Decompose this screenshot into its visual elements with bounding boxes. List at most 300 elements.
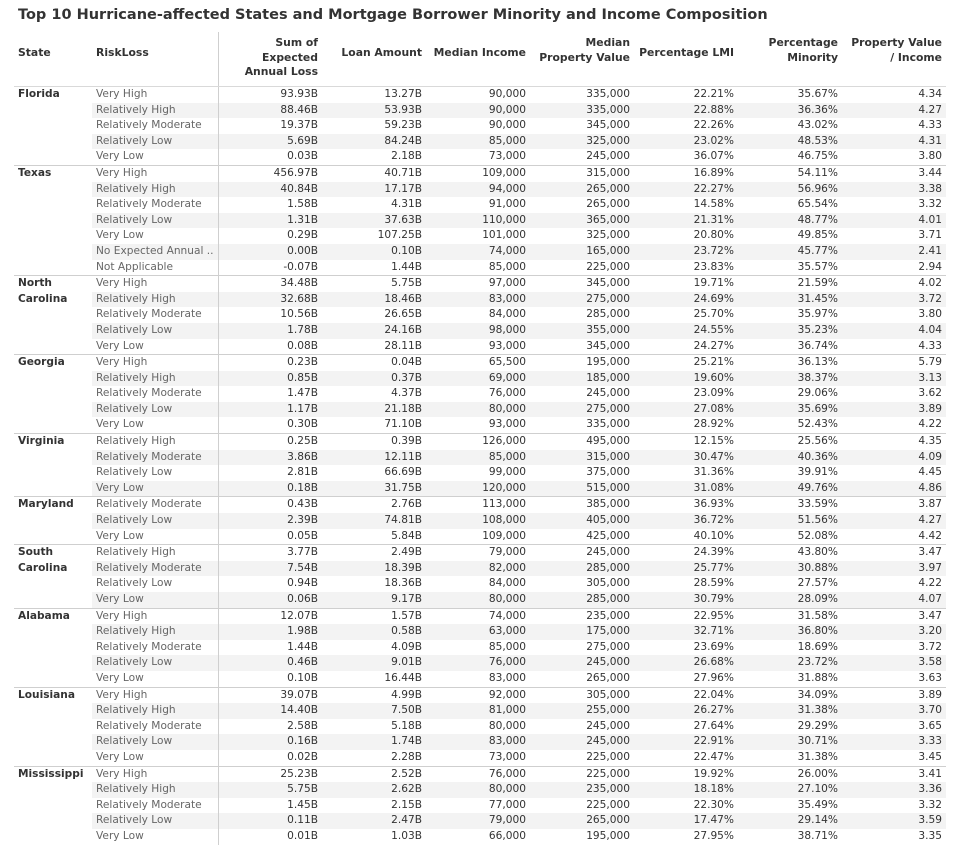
state-cell[interactable]: South Carolina — [14, 545, 92, 608]
risk-level-cell[interactable]: Relatively High — [92, 103, 218, 119]
risk-level-cell[interactable]: No Expected Annual .. — [92, 244, 218, 260]
property-value-income-cell[interactable]: 3.71 — [918, 229, 942, 242]
percentage-minority-cell[interactable]: 45.77% — [738, 244, 842, 260]
risk-level-cell[interactable]: Very High — [92, 276, 218, 292]
risk-level-cell[interactable]: Very High — [92, 165, 218, 181]
percentage-lmi-cell[interactable]: 27.08% — [634, 402, 738, 418]
expected-annual-loss-cell[interactable]: 0.10B — [287, 671, 318, 684]
risk-level-cell[interactable]: Very Low — [92, 529, 218, 545]
column-header-expected-annual-loss[interactable]: Sum of Expected Annual Loss — [218, 32, 322, 87]
expected-annual-loss-cell[interactable]: 14.40B — [218, 703, 322, 719]
property-value-income-cell[interactable]: 2.94 — [918, 260, 942, 273]
percentage-minority-cell[interactable]: 29.06% — [797, 387, 838, 400]
percentage-minority-cell[interactable]: 43.80% — [738, 545, 842, 561]
expected-annual-loss-cell[interactable]: 0.05B — [287, 529, 318, 542]
median-property-value-cell[interactable]: 225,000 — [586, 798, 630, 811]
median-income-cell[interactable]: 82,000 — [426, 561, 530, 577]
percentage-lmi-cell[interactable]: 23.09% — [693, 387, 734, 400]
percentage-minority-cell[interactable]: 26.00% — [738, 766, 842, 782]
risk-level-cell[interactable]: Relatively Moderate — [92, 307, 218, 323]
percentage-minority-cell[interactable]: 39.91% — [797, 466, 838, 479]
expected-annual-loss-cell[interactable]: 1.17B — [218, 402, 322, 418]
percentage-minority-cell[interactable]: 40.36% — [738, 450, 842, 466]
percentage-lmi-cell[interactable]: 23.83% — [693, 260, 734, 273]
column-header-loan-amount[interactable]: Loan Amount — [322, 32, 426, 87]
expected-annual-loss-cell[interactable]: 7.54B — [218, 561, 322, 577]
loan-amount-cell[interactable]: 7.50B — [322, 703, 426, 719]
percentage-lmi-cell[interactable]: 24.27% — [693, 339, 734, 352]
percentage-minority-cell[interactable]: 35.67% — [738, 87, 842, 103]
median-property-value-cell[interactable]: 195,000 — [586, 829, 630, 842]
risk-level-cell[interactable]: Very Low — [92, 750, 218, 766]
percentage-minority-cell[interactable]: 30.88% — [738, 561, 842, 577]
median-income-cell[interactable]: 77,000 — [488, 798, 526, 811]
median-property-value-cell[interactable]: 185,000 — [530, 371, 634, 387]
risk-level-cell[interactable]: Relatively High — [92, 371, 218, 387]
percentage-lmi-cell[interactable]: 26.68% — [634, 655, 738, 671]
expected-annual-loss-cell[interactable]: 0.85B — [218, 371, 322, 387]
property-value-income-cell[interactable]: 4.02 — [842, 276, 946, 292]
percentage-minority-cell[interactable]: 31.58% — [738, 608, 842, 624]
risk-level-cell[interactable]: Relatively High — [92, 782, 218, 798]
percentage-lmi-cell[interactable]: 27.64% — [693, 719, 734, 732]
expected-annual-loss-cell[interactable]: 1.45B — [287, 798, 318, 811]
median-income-cell[interactable]: 66,000 — [488, 829, 526, 842]
property-value-income-cell[interactable]: 4.22 — [918, 577, 942, 590]
state-cell[interactable]: Texas — [14, 165, 92, 275]
percentage-minority-cell[interactable]: 33.59% — [738, 497, 842, 513]
expected-annual-loss-cell[interactable]: 93.93B — [218, 87, 322, 103]
loan-amount-cell[interactable]: 31.75B — [322, 481, 426, 497]
median-property-value-cell[interactable]: 315,000 — [530, 450, 634, 466]
property-value-income-cell[interactable]: 3.13 — [842, 371, 946, 387]
percentage-lmi-cell[interactable]: 31.36% — [693, 466, 734, 479]
expected-annual-loss-cell[interactable]: 2.39B — [218, 513, 322, 529]
percentage-lmi-cell[interactable]: 25.21% — [634, 355, 738, 371]
expected-annual-loss-cell[interactable]: 10.56B — [280, 308, 318, 321]
median-income-cell[interactable]: 90,000 — [488, 119, 526, 132]
median-property-value-cell[interactable]: 335,000 — [530, 103, 634, 119]
median-property-value-cell[interactable]: 245,000 — [586, 387, 630, 400]
expected-annual-loss-cell[interactable]: 5.75B — [218, 782, 322, 798]
expected-annual-loss-cell[interactable]: 0.06B — [218, 592, 322, 608]
loan-amount-cell[interactable]: 18.36B — [384, 577, 422, 590]
percentage-minority-cell[interactable]: 25.56% — [738, 434, 842, 450]
percentage-minority-cell[interactable]: 31.45% — [738, 292, 842, 308]
property-value-income-cell[interactable]: 4.33 — [918, 339, 942, 352]
median-income-cell[interactable]: 85,000 — [426, 450, 530, 466]
median-property-value-cell[interactable]: 225,000 — [586, 750, 630, 763]
risk-level-cell[interactable]: Relatively Moderate — [92, 197, 218, 213]
loan-amount-cell[interactable]: 17.17B — [322, 182, 426, 198]
risk-level-cell[interactable]: Relatively High — [92, 182, 218, 198]
property-value-income-cell[interactable]: 3.65 — [918, 719, 942, 732]
percentage-lmi-cell[interactable]: 25.77% — [634, 561, 738, 577]
risk-level-cell[interactable]: Very High — [92, 355, 218, 371]
property-value-income-cell[interactable]: 3.38 — [842, 182, 946, 198]
expected-annual-loss-cell[interactable]: 39.07B — [218, 687, 322, 703]
percentage-lmi-cell[interactable]: 22.47% — [693, 750, 734, 763]
risk-level-cell[interactable]: Very Low — [92, 481, 218, 497]
percentage-lmi-cell[interactable]: 24.55% — [634, 323, 738, 339]
property-value-income-cell[interactable]: 4.07 — [842, 592, 946, 608]
expected-annual-loss-cell[interactable]: 1.98B — [218, 624, 322, 640]
percentage-minority-cell[interactable]: 38.37% — [738, 371, 842, 387]
median-property-value-cell[interactable]: 335,000 — [530, 87, 634, 103]
median-property-value-cell[interactable]: 265,000 — [586, 198, 630, 211]
risk-level-cell[interactable]: Very High — [92, 87, 218, 103]
percentage-minority-cell[interactable]: 65.54% — [797, 198, 838, 211]
column-header-percentage-lmi[interactable]: Percentage LMI — [634, 32, 738, 87]
property-value-income-cell[interactable]: 3.44 — [842, 165, 946, 181]
property-value-income-cell[interactable]: 3.63 — [918, 671, 942, 684]
median-property-value-cell[interactable]: 515,000 — [530, 481, 634, 497]
median-property-value-cell[interactable]: 265,000 — [530, 182, 634, 198]
state-cell[interactable]: Georgia — [14, 355, 92, 434]
expected-annual-loss-cell[interactable]: 19.37B — [280, 119, 318, 132]
percentage-lmi-cell[interactable]: 22.26% — [693, 119, 734, 132]
median-income-cell[interactable]: 80,000 — [426, 782, 530, 798]
percentage-lmi-cell[interactable]: 24.39% — [634, 545, 738, 561]
loan-amount-cell[interactable]: 37.63B — [322, 213, 426, 229]
property-value-income-cell[interactable]: 3.32 — [918, 798, 942, 811]
percentage-minority-cell[interactable]: 36.36% — [738, 103, 842, 119]
median-property-value-cell[interactable]: 325,000 — [530, 134, 634, 150]
risk-level-cell[interactable]: Not Applicable — [92, 260, 218, 276]
risk-level-cell[interactable]: Relatively Moderate — [92, 640, 218, 656]
median-property-value-cell[interactable]: 325,000 — [586, 229, 630, 242]
property-value-income-cell[interactable]: 3.35 — [918, 829, 942, 842]
median-property-value-cell[interactable]: 345,000 — [586, 119, 630, 132]
risk-level-cell[interactable]: Relatively Low — [92, 576, 218, 592]
percentage-lmi-cell[interactable]: 22.21% — [634, 87, 738, 103]
median-property-value-cell[interactable]: 355,000 — [530, 323, 634, 339]
property-value-income-cell[interactable]: 3.72 — [842, 292, 946, 308]
property-value-income-cell[interactable]: 3.87 — [842, 497, 946, 513]
median-property-value-cell[interactable]: 405,000 — [530, 513, 634, 529]
loan-amount-cell[interactable]: 74.81B — [322, 513, 426, 529]
percentage-minority-cell[interactable]: 51.56% — [738, 513, 842, 529]
median-income-cell[interactable]: 74,000 — [426, 244, 530, 260]
percentage-lmi-cell[interactable]: 36.93% — [634, 497, 738, 513]
percentage-minority-cell[interactable]: 54.11% — [738, 165, 842, 181]
median-income-cell[interactable]: 80,000 — [426, 402, 530, 418]
expected-annual-loss-cell[interactable]: 0.16B — [218, 734, 322, 750]
property-value-income-cell[interactable]: 3.72 — [918, 640, 942, 653]
median-income-cell[interactable]: 85,000 — [488, 640, 526, 653]
loan-amount-cell[interactable]: 2.18B — [391, 150, 422, 163]
risk-level-cell[interactable]: Very Low — [92, 149, 218, 165]
expected-annual-loss-cell[interactable]: 0.25B — [218, 434, 322, 450]
loan-amount-cell[interactable]: 4.37B — [391, 387, 422, 400]
percentage-minority-cell[interactable]: 52.43% — [797, 418, 838, 431]
property-value-income-cell[interactable]: 4.33 — [918, 119, 942, 132]
median-income-cell[interactable]: 79,000 — [426, 813, 530, 829]
percentage-minority-cell[interactable]: 28.09% — [738, 592, 842, 608]
median-property-value-cell[interactable]: 195,000 — [530, 355, 634, 371]
risk-level-cell[interactable]: Very High — [92, 608, 218, 624]
median-property-value-cell[interactable]: 305,000 — [586, 577, 630, 590]
expected-annual-loss-cell[interactable]: 0.11B — [218, 813, 322, 829]
percentage-lmi-cell[interactable]: 28.92% — [693, 418, 734, 431]
loan-amount-cell[interactable]: 12.11B — [322, 450, 426, 466]
loan-amount-cell[interactable]: 1.74B — [322, 734, 426, 750]
percentage-minority-cell[interactable]: 27.57% — [797, 577, 838, 590]
percentage-lmi-cell[interactable]: 25.70% — [693, 308, 734, 321]
loan-amount-cell[interactable]: 2.47B — [322, 813, 426, 829]
percentage-lmi-cell[interactable]: 19.92% — [634, 766, 738, 782]
percentage-lmi-cell[interactable]: 22.95% — [634, 608, 738, 624]
property-value-income-cell[interactable]: 3.32 — [918, 198, 942, 211]
expected-annual-loss-cell[interactable]: 1.47B — [287, 387, 318, 400]
percentage-minority-cell[interactable]: 35.69% — [738, 402, 842, 418]
risk-level-cell[interactable]: Relatively Low — [92, 465, 218, 481]
expected-annual-loss-cell[interactable]: 25.23B — [218, 766, 322, 782]
property-value-income-cell[interactable]: 4.35 — [842, 434, 946, 450]
median-property-value-cell[interactable]: 245,000 — [530, 734, 634, 750]
expected-annual-loss-cell[interactable]: 12.07B — [218, 608, 322, 624]
property-value-income-cell[interactable]: 4.01 — [842, 213, 946, 229]
risk-level-cell[interactable]: Relatively Low — [92, 402, 218, 418]
property-value-income-cell[interactable]: 3.47 — [842, 608, 946, 624]
loan-amount-cell[interactable]: 24.16B — [322, 323, 426, 339]
percentage-minority-cell[interactable]: 30.71% — [738, 734, 842, 750]
median-property-value-cell[interactable]: 235,000 — [530, 782, 634, 798]
median-property-value-cell[interactable]: 285,000 — [530, 592, 634, 608]
percentage-lmi-cell[interactable]: 30.47% — [634, 450, 738, 466]
percentage-minority-cell[interactable]: 36.80% — [738, 624, 842, 640]
median-property-value-cell[interactable]: 285,000 — [586, 308, 630, 321]
expected-annual-loss-cell[interactable]: 1.58B — [287, 198, 318, 211]
expected-annual-loss-cell[interactable]: 0.94B — [287, 577, 318, 590]
risk-level-cell[interactable]: Relatively Moderate — [92, 118, 218, 134]
median-income-cell[interactable]: 90,000 — [426, 87, 530, 103]
expected-annual-loss-cell[interactable]: 0.00B — [218, 244, 322, 260]
percentage-minority-cell[interactable]: 23.72% — [738, 655, 842, 671]
loan-amount-cell[interactable]: 2.28B — [391, 750, 422, 763]
median-property-value-cell[interactable]: 245,000 — [586, 150, 630, 163]
percentage-lmi-cell[interactable]: 40.10% — [693, 529, 734, 542]
median-property-value-cell[interactable]: 495,000 — [530, 434, 634, 450]
median-income-cell[interactable]: 74,000 — [426, 608, 530, 624]
expected-annual-loss-cell[interactable]: 2.58B — [287, 719, 318, 732]
percentage-minority-cell[interactable]: 49.85% — [797, 229, 838, 242]
column-header-property-value-income[interactable]: Property Value / Income — [842, 32, 946, 87]
median-property-value-cell[interactable]: 375,000 — [586, 466, 630, 479]
loan-amount-cell[interactable]: 53.93B — [322, 103, 426, 119]
percentage-minority-cell[interactable]: 29.14% — [738, 813, 842, 829]
expected-annual-loss-cell[interactable]: 0.02B — [287, 750, 318, 763]
percentage-minority-cell[interactable]: 31.38% — [797, 750, 838, 763]
median-property-value-cell[interactable]: 345,000 — [530, 276, 634, 292]
property-value-income-cell[interactable]: 3.89 — [842, 402, 946, 418]
median-income-cell[interactable]: 83,000 — [488, 671, 526, 684]
risk-level-cell[interactable]: Very Low — [92, 829, 218, 845]
median-income-cell[interactable]: 99,000 — [488, 466, 526, 479]
column-header-median-income[interactable]: Median Income — [426, 32, 530, 87]
median-income-cell[interactable]: 80,000 — [426, 592, 530, 608]
expected-annual-loss-cell[interactable]: 0.03B — [287, 150, 318, 163]
loan-amount-cell[interactable]: 2.76B — [322, 497, 426, 513]
percentage-minority-cell[interactable]: 18.69% — [797, 640, 838, 653]
property-value-income-cell[interactable]: 4.27 — [842, 103, 946, 119]
expected-annual-loss-cell[interactable]: 0.23B — [218, 355, 322, 371]
median-income-cell[interactable]: 76,000 — [426, 766, 530, 782]
median-property-value-cell[interactable]: 265,000 — [530, 813, 634, 829]
property-value-income-cell[interactable]: 4.86 — [842, 481, 946, 497]
risk-level-cell[interactable]: Very Low — [92, 592, 218, 608]
loan-amount-cell[interactable]: 18.46B — [322, 292, 426, 308]
property-value-income-cell[interactable]: 3.89 — [842, 687, 946, 703]
loan-amount-cell[interactable]: 2.15B — [391, 798, 422, 811]
risk-level-cell[interactable]: Relatively High — [92, 703, 218, 719]
median-income-cell[interactable]: 84,000 — [488, 577, 526, 590]
percentage-minority-cell[interactable]: 46.75% — [797, 150, 838, 163]
risk-level-cell[interactable]: Very Low — [92, 671, 218, 687]
column-header-percentage-minority[interactable]: Percentage Minority — [738, 32, 842, 87]
median-income-cell[interactable]: 63,000 — [426, 624, 530, 640]
loan-amount-cell[interactable]: 1.57B — [322, 608, 426, 624]
median-income-cell[interactable]: 80,000 — [488, 719, 526, 732]
expected-annual-loss-cell[interactable]: 0.43B — [218, 497, 322, 513]
percentage-lmi-cell[interactable]: 18.18% — [634, 782, 738, 798]
risk-level-cell[interactable]: Relatively Low — [92, 323, 218, 339]
percentage-lmi-cell[interactable]: 19.60% — [634, 371, 738, 387]
risk-level-cell[interactable]: Relatively Moderate — [92, 386, 218, 402]
expected-annual-loss-cell[interactable]: 1.31B — [218, 213, 322, 229]
median-property-value-cell[interactable]: 335,000 — [586, 418, 630, 431]
expected-annual-loss-cell[interactable]: 40.84B — [218, 182, 322, 198]
median-property-value-cell[interactable]: 235,000 — [530, 608, 634, 624]
loan-amount-cell[interactable]: 9.17B — [322, 592, 426, 608]
loan-amount-cell[interactable]: 0.04B — [322, 355, 426, 371]
expected-annual-loss-cell[interactable]: -0.07B — [283, 260, 318, 273]
state-cell[interactable]: Alabama — [14, 608, 92, 687]
property-value-income-cell[interactable]: 3.36 — [842, 782, 946, 798]
risk-level-cell[interactable]: Relatively Low — [92, 734, 218, 750]
risk-level-cell[interactable]: Very High — [92, 687, 218, 703]
percentage-lmi-cell[interactable]: 21.31% — [634, 213, 738, 229]
median-income-cell[interactable]: 108,000 — [426, 513, 530, 529]
expected-annual-loss-cell[interactable]: 0.30B — [287, 418, 318, 431]
median-income-cell[interactable]: 109,000 — [426, 165, 530, 181]
median-property-value-cell[interactable]: 275,000 — [586, 640, 630, 653]
median-income-cell[interactable]: 83,000 — [426, 734, 530, 750]
property-value-income-cell[interactable]: 4.04 — [842, 323, 946, 339]
median-property-value-cell[interactable]: 385,000 — [530, 497, 634, 513]
percentage-minority-cell[interactable]: 48.53% — [738, 134, 842, 150]
median-income-cell[interactable]: 101,000 — [482, 229, 526, 242]
percentage-lmi-cell[interactable]: 32.71% — [634, 624, 738, 640]
expected-annual-loss-cell[interactable]: 0.08B — [287, 339, 318, 352]
percentage-minority-cell[interactable]: 38.71% — [797, 829, 838, 842]
median-property-value-cell[interactable]: 305,000 — [530, 687, 634, 703]
risk-level-cell[interactable]: Relatively High — [92, 434, 218, 450]
property-value-income-cell[interactable]: 3.58 — [842, 655, 946, 671]
percentage-lmi-cell[interactable]: 22.88% — [634, 103, 738, 119]
median-property-value-cell[interactable]: 315,000 — [530, 165, 634, 181]
loan-amount-cell[interactable]: 2.52B — [322, 766, 426, 782]
percentage-lmi-cell[interactable]: 16.89% — [634, 165, 738, 181]
loan-amount-cell[interactable]: 59.23B — [384, 119, 422, 132]
median-property-value-cell[interactable]: 425,000 — [586, 529, 630, 542]
percentage-minority-cell[interactable]: 35.97% — [797, 308, 838, 321]
percentage-lmi-cell[interactable]: 23.72% — [634, 244, 738, 260]
state-cell[interactable]: Virginia — [14, 434, 92, 497]
median-income-cell[interactable]: 73,000 — [488, 750, 526, 763]
risk-level-cell[interactable]: Relatively Low — [92, 813, 218, 829]
risk-level-cell[interactable]: Relatively High — [92, 624, 218, 640]
median-income-cell[interactable]: 110,000 — [426, 213, 530, 229]
risk-level-cell[interactable]: Very High — [92, 766, 218, 782]
percentage-lmi-cell[interactable]: 22.30% — [693, 798, 734, 811]
expected-annual-loss-cell[interactable]: 456.97B — [218, 165, 322, 181]
risk-level-cell[interactable]: Relatively Moderate — [92, 450, 218, 466]
median-income-cell[interactable]: 81,000 — [426, 703, 530, 719]
percentage-minority-cell[interactable]: 36.13% — [738, 355, 842, 371]
loan-amount-cell[interactable]: 5.18B — [391, 719, 422, 732]
percentage-lmi-cell[interactable]: 31.08% — [634, 481, 738, 497]
median-property-value-cell[interactable]: 175,000 — [530, 624, 634, 640]
loan-amount-cell[interactable]: 28.11B — [384, 339, 422, 352]
median-income-cell[interactable]: 83,000 — [426, 292, 530, 308]
percentage-lmi-cell[interactable]: 20.80% — [693, 229, 734, 242]
median-income-cell[interactable]: 84,000 — [488, 308, 526, 321]
percentage-lmi-cell[interactable]: 30.79% — [634, 592, 738, 608]
risk-level-cell[interactable]: Relatively Low — [92, 655, 218, 671]
percentage-lmi-cell[interactable]: 22.04% — [634, 687, 738, 703]
loan-amount-cell[interactable]: 0.37B — [322, 371, 426, 387]
risk-level-cell[interactable]: Very Low — [92, 228, 218, 244]
state-cell[interactable]: Maryland — [14, 497, 92, 545]
percentage-minority-cell[interactable]: 52.08% — [797, 529, 838, 542]
loan-amount-cell[interactable]: 0.10B — [322, 244, 426, 260]
risk-level-cell[interactable]: Relatively Low — [92, 513, 218, 529]
percentage-minority-cell[interactable]: 56.96% — [738, 182, 842, 198]
loan-amount-cell[interactable]: 4.31B — [391, 198, 422, 211]
percentage-lmi-cell[interactable]: 22.91% — [634, 734, 738, 750]
property-value-income-cell[interactable]: 4.45 — [918, 466, 942, 479]
percentage-minority-cell[interactable]: 27.10% — [738, 782, 842, 798]
median-property-value-cell[interactable]: 275,000 — [530, 402, 634, 418]
risk-level-cell[interactable]: Very Low — [92, 417, 218, 433]
loan-amount-cell[interactable]: 71.10B — [384, 418, 422, 431]
percentage-lmi-cell[interactable]: 27.96% — [693, 671, 734, 684]
risk-level-cell[interactable]: Relatively Moderate — [92, 497, 218, 513]
median-income-cell[interactable]: 76,000 — [426, 655, 530, 671]
expected-annual-loss-cell[interactable]: 3.86B — [218, 450, 322, 466]
percentage-lmi-cell[interactable]: 17.47% — [634, 813, 738, 829]
property-value-income-cell[interactable]: 3.33 — [842, 734, 946, 750]
median-income-cell[interactable]: 92,000 — [426, 687, 530, 703]
median-income-cell[interactable]: 79,000 — [426, 545, 530, 561]
state-cell[interactable]: Louisiana — [14, 687, 92, 766]
expected-annual-loss-cell[interactable]: 1.78B — [218, 323, 322, 339]
expected-annual-loss-cell[interactable]: 0.46B — [218, 655, 322, 671]
median-property-value-cell[interactable]: 165,000 — [530, 244, 634, 260]
property-value-income-cell[interactable]: 3.47 — [842, 545, 946, 561]
expected-annual-loss-cell[interactable]: 1.44B — [287, 640, 318, 653]
expected-annual-loss-cell[interactable]: 0.18B — [218, 481, 322, 497]
risk-level-cell[interactable]: Relatively Moderate — [92, 719, 218, 735]
percentage-minority-cell[interactable]: 21.59% — [738, 276, 842, 292]
percentage-lmi-cell[interactable]: 26.27% — [634, 703, 738, 719]
loan-amount-cell[interactable]: 2.62B — [322, 782, 426, 798]
property-value-income-cell[interactable]: 4.31 — [842, 134, 946, 150]
column-header-riskloss[interactable]: RiskLoss — [92, 32, 218, 87]
median-property-value-cell[interactable]: 275,000 — [530, 292, 634, 308]
percentage-lmi-cell[interactable]: 28.59% — [693, 577, 734, 590]
